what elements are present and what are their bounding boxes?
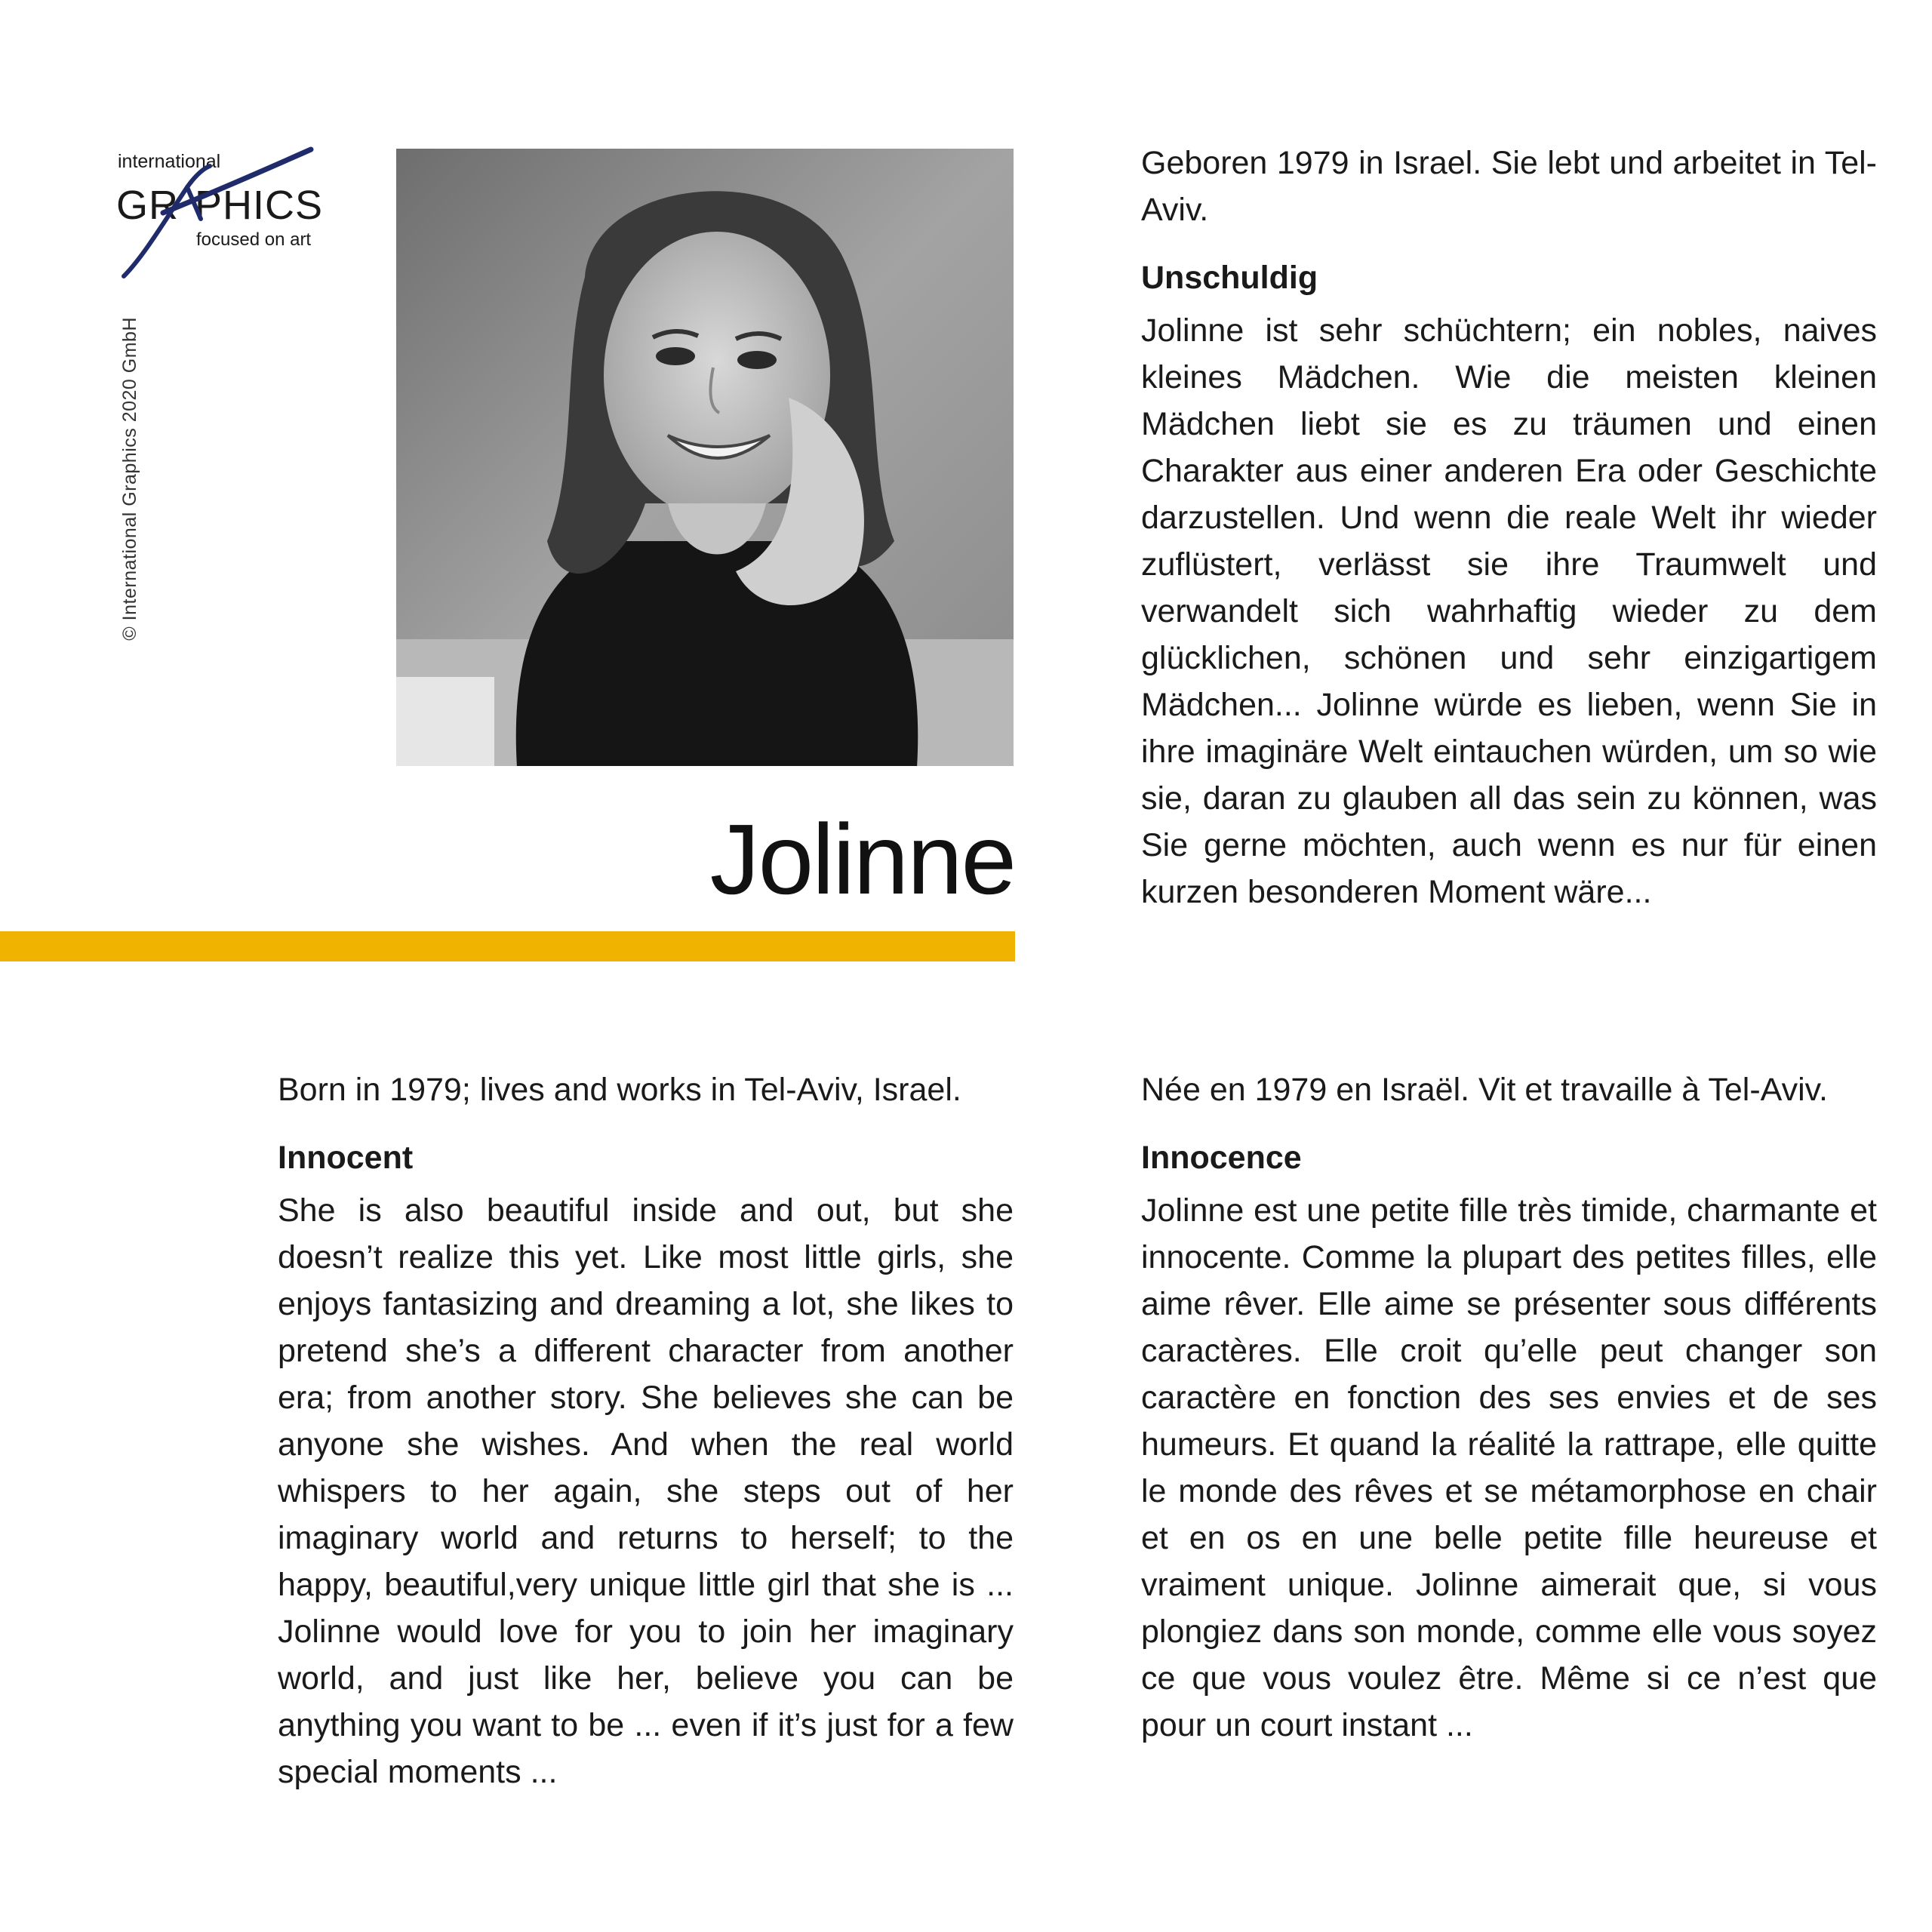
french-heading: Innocence <box>1141 1140 1302 1176</box>
publisher-logo <box>113 143 325 287</box>
french-section <box>1141 1066 1877 1749</box>
english-body: She is also beautiful inside and out, but she doesn’t realize this yet. Like most little girls, she enjoys fantasizing and dreaming a lot, she likes to pretend she’s a different character from another era; from another story. She believes she can be anyone she wishes. And when the real world whispers to her again, she steps out of her imaginary world and returns to herself; to the happy, beautiful,very unique little girl that she is ... Jolinne would love for you to join her imaginary world, and just like her, believe you can be anything you want to be ... even if it’s just for a few special moments ... <box>278 1192 1014 1790</box>
logo-line1: international <box>118 151 221 172</box>
english-intro: Born in 1979; lives and works in Tel-Aviv, Israel. <box>278 1072 961 1108</box>
french-intro: Née en 1979 en Israël. Vit et travaille à Tel-Aviv. <box>1141 1072 1828 1108</box>
german-heading: Unschuldig <box>1141 260 1318 296</box>
publisher-logo-graphic <box>113 143 325 287</box>
german-section <box>1141 140 1877 915</box>
logo-word-left: GR <box>116 183 179 228</box>
portrait-image <box>396 149 1014 766</box>
logo-word-right: PHICS <box>195 183 324 228</box>
english-heading: Innocent <box>278 1140 414 1176</box>
copyright-notice: © International Graphics 2020 GmbH <box>119 317 140 641</box>
artist-name: Jolinne <box>709 804 1015 915</box>
german-intro: Geboren 1979 in Israel. Sie lebt und arbeitet in Tel-Aviv. <box>1141 145 1877 228</box>
artist-portrait <box>396 149 1014 766</box>
french-body: Jolinne est une petite fille très timide, charmante et innocente. Comme la plupart des petites filles, elle aime rêver. Elle aime se présenter sous différents caractères. Elle croit qu’elle peut changer son caractère en fonction des ses envies et de ses humeurs. Et quand la réalité la rattrape, elle quitte le monde des rêves et se métamorphose en chair et en os en une belle petite fille heureuse et vraiment unique. Jolinne aimerait que, si vous plongiez dans son monde, comme elle vous soyez ce que vous voulez être. Même si ce n’est que pour un court instant ... <box>1141 1192 1877 1743</box>
english-section <box>278 1066 1014 1795</box>
german-body: Jolinne ist sehr schüchtern; ein nobles, naives kleines Mädchen. Wie die meisten kleinen Mädchen liebt sie es zu träumen und einen Charakter aus einer anderen Era oder Geschichte darzustellen. Und wenn die reale Welt ihr wieder zuflüstert, verlässt sie ihre Traumwelt und verwandelt sich wahrhaftig wieder zu dem glücklichen, schönen und sehr einzigartigem Mädchen... Jolinne würde es lieben, wenn Sie in ihre imaginäre Welt eintauchen würden, um so wie sie, daran zu glauben all das sein zu können, was Sie gerne möchten, auch wenn es nur für einen kurzen besonderen Moment wäre... <box>1141 312 1877 910</box>
logo-tagline: focused on art <box>196 229 312 250</box>
accent-bar <box>0 931 1015 961</box>
